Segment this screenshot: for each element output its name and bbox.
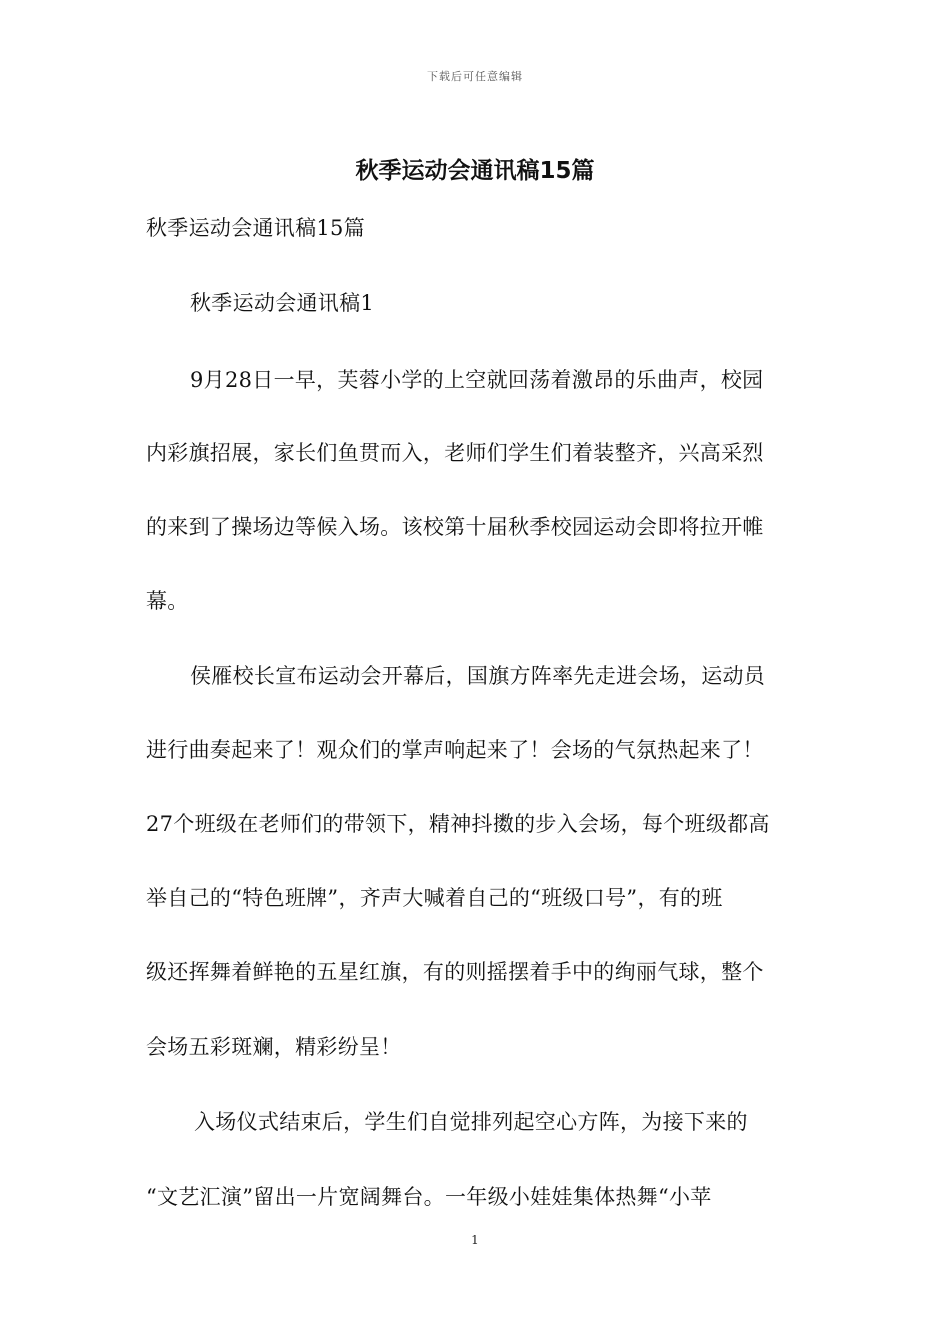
paragraph-line: 内彩旗招展，家长们鱼贯而入，老师们学生们着装整齐，兴高采烈: [146, 441, 764, 465]
paragraph-line: 侯雁校长宣布运动会开幕后，国旗方阵率先走进会场，运动员: [190, 664, 766, 688]
paragraph-line: 27个班级在老师们的带领下，精神抖擞的步入会场，每个班级都高: [146, 812, 770, 836]
paragraph-line: 进行曲奏起来了！观众们的掌声响起来了！会场的气氛热起来了！: [146, 738, 764, 762]
subtitle-line: 秋季运动会通讯稿15篇: [146, 216, 366, 240]
paragraph-line: “文艺汇演”留出一片宽阔舞台。一年级小娃娃集体热舞“小苹: [146, 1185, 712, 1209]
paragraph-line: 级还挥舞着鲜艳的五星红旗，有的则摇摆着手中的绚丽气球，整个: [146, 960, 764, 984]
paragraph-line: 9月28日一早，芙蓉小学的上空就回荡着激昂的乐曲声，校园: [190, 368, 764, 392]
paragraph-line: 举自己的“特色班牌”，齐声大喊着自己的“班级口号”，有的班: [146, 886, 723, 910]
paragraph-line: 会场五彩斑斓，精彩纷呈！: [146, 1035, 402, 1059]
page-number: 1: [471, 1233, 479, 1247]
paragraph-line: 的来到了操场边等候入场。该校第十届秋季校园运动会即将拉开帷: [146, 515, 764, 539]
header-note: 下载后可任意编辑: [427, 70, 523, 83]
document-title: 秋季运动会通讯稿15篇: [355, 158, 595, 184]
paragraph-line: 入场仪式结束后，学生们自觉排列起空心方阵，为接下来的: [194, 1110, 748, 1134]
paragraph-line: 幕。: [146, 589, 189, 613]
section-heading: 秋季运动会通讯稿1: [190, 291, 375, 315]
